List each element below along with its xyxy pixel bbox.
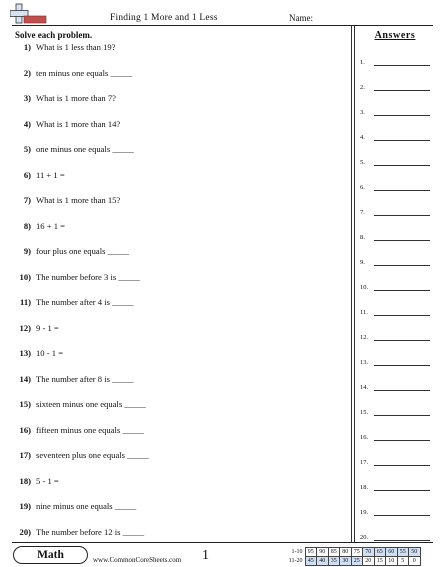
answer-slot[interactable]: 7. xyxy=(360,209,432,221)
answer-slot[interactable]: 12. xyxy=(360,334,432,346)
problem-item: 6) 11 + 1 = xyxy=(23,169,65,180)
problem-item: 4) What is 1 more than 14? xyxy=(23,118,121,129)
answer-slot[interactable]: 16. xyxy=(360,434,432,446)
answer-slot[interactable]: 13. xyxy=(360,359,432,371)
problem-text: The number after 8 is _____ xyxy=(36,373,134,384)
answer-slot[interactable]: 11. xyxy=(360,309,432,321)
answer-slot[interactable]: 15. xyxy=(360,409,432,421)
problem-text: ten minus one equals _____ xyxy=(36,67,132,78)
problem-item: 8) 16 + 1 = xyxy=(23,220,66,231)
answer-slot[interactable]: 3. xyxy=(360,109,432,121)
answer-slot[interactable]: 1. xyxy=(360,59,432,71)
problem-text: 10 - 1 = xyxy=(36,348,64,358)
column-divider xyxy=(351,26,352,542)
page-number: 1 xyxy=(202,548,209,563)
problem-text: fifteen minus one equals _____ xyxy=(36,424,144,435)
problem-item: 19) nine minus one equals _____ xyxy=(19,501,137,511)
answer-slot[interactable]: 5. xyxy=(360,159,432,171)
problem-text: 9 - 1 = xyxy=(36,322,59,333)
answer-slot[interactable]: 10. xyxy=(360,284,432,296)
problem-text: What is 1 more than 15? xyxy=(36,195,121,205)
name-label: Name: xyxy=(289,13,313,23)
score-row: 1-10 95 90 85 80 75 70 65 60 55 50 xyxy=(285,548,420,557)
score-row: 11-20 45 40 35 30 25 20 15 10 5 0 xyxy=(285,557,420,566)
problem-item: 5) one minus one equals _____ xyxy=(23,144,134,154)
problem-text: four plus one equals _____ xyxy=(36,246,130,256)
problem-item: 13) 10 - 1 = xyxy=(19,348,64,358)
problem-text: 5 - 1 = xyxy=(36,475,59,486)
problem-text: What is 1 less than 19? xyxy=(36,42,116,52)
problem-item: 12) 9 - 1 = xyxy=(19,322,59,333)
problem-text: 11 + 1 = xyxy=(36,169,65,180)
problem-item: 9) four plus one equals _____ xyxy=(23,246,130,256)
answer-slot[interactable]: 4. xyxy=(360,134,432,146)
worksheet-title: Finding 1 More and 1 Less xyxy=(110,13,218,23)
problem-item: 10) The number before 3 is _____ xyxy=(19,271,140,282)
problem-item: 15) sixteen minus one equals _____ xyxy=(19,399,146,409)
answer-slot[interactable]: 9. xyxy=(360,259,432,271)
answer-slot[interactable]: 17. xyxy=(360,459,432,471)
problem-item: 11) The number after 4 is _____ xyxy=(20,297,134,307)
plus-minus-logo-icon xyxy=(10,3,50,25)
problem-item: 2) ten minus one equals _____ xyxy=(23,67,132,78)
problem-item: 14) The number after 8 is _____ xyxy=(19,373,134,384)
problem-text: The number before 3 is _____ xyxy=(36,271,140,282)
problem-text: The number after 4 is _____ xyxy=(36,297,134,307)
answer-slot[interactable]: 20. xyxy=(360,534,432,546)
problem-item: 20) The number before 12 is _____ xyxy=(19,526,145,537)
problem-item: 1) What is 1 less than 19? xyxy=(23,42,116,52)
answer-slot[interactable]: 6. xyxy=(360,184,432,196)
site-url: www.CommonCoreSheets.com xyxy=(93,556,182,564)
problem-text: seventeen plus one equals _____ xyxy=(36,450,149,460)
problem-text: sixteen minus one equals _____ xyxy=(36,399,146,409)
problem-item: 16) fifteen minus one equals _____ xyxy=(19,424,144,435)
problem-text: What is 1 more than 14? xyxy=(36,118,121,129)
problem-text: The number before 12 is _____ xyxy=(36,526,145,537)
problem-item: 17) seventeen plus one equals _____ xyxy=(19,450,149,460)
answer-slot[interactable]: 19. xyxy=(360,509,432,521)
answer-slot[interactable]: 14. xyxy=(360,384,432,396)
subject-badge: Math xyxy=(13,546,88,564)
footer-rule xyxy=(12,542,433,543)
answer-slot[interactable]: 8. xyxy=(360,234,432,246)
problem-text: nine minus one equals _____ xyxy=(36,501,137,511)
answers-title: Answers xyxy=(374,30,416,41)
problem-text: What is 1 more than 7? xyxy=(36,93,116,103)
score-table xyxy=(285,547,421,566)
answer-slot[interactable]: 18. xyxy=(360,484,432,496)
problem-item: 7) What is 1 more than 15? xyxy=(23,195,121,205)
answer-slot[interactable]: 2. xyxy=(360,84,432,96)
header-rule xyxy=(12,25,433,26)
instructions: Solve each problem. xyxy=(15,30,93,40)
column-divider xyxy=(354,26,355,542)
problem-text: one minus one equals _____ xyxy=(36,144,134,154)
problem-item: 18) 5 - 1 = xyxy=(19,475,59,486)
problem-text: 16 + 1 = xyxy=(36,220,66,231)
problem-item: 3) What is 1 more than 7? xyxy=(23,93,116,103)
